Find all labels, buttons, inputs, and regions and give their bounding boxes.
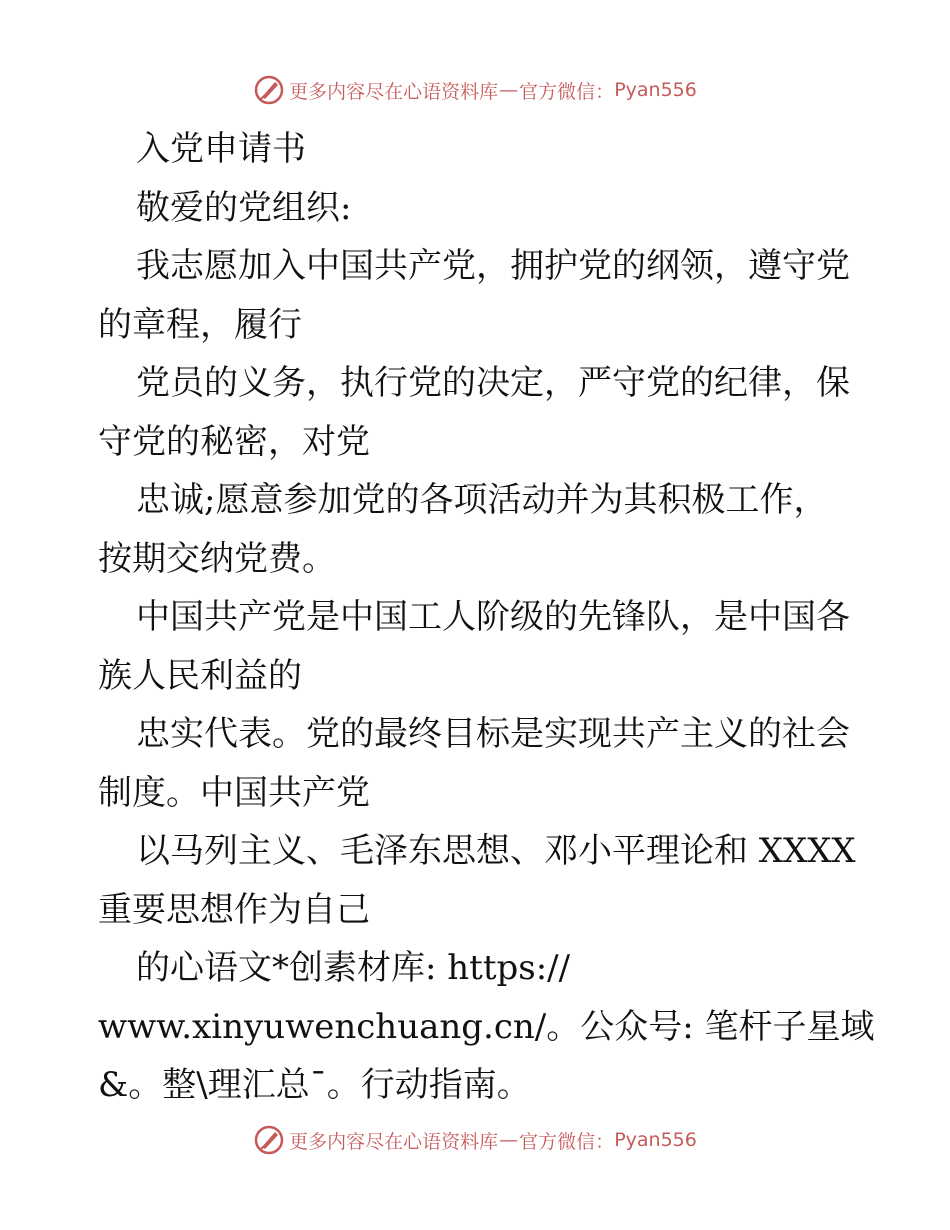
document-line: 敬爱的党组织: [136,187,352,228]
feather-pen-logo-icon [253,74,285,106]
document-line: 中国共产党是中国工人阶级的先锋队，是中国各 [136,597,850,637]
document-line: 党员的义务，执行党的决定，严守党的纪律，保 [136,363,850,403]
document-line: 我志愿加入中国共产党，拥护党的纲领，遵守党 [136,246,850,286]
watermark-wechat-label: 官方微信： [519,80,615,103]
watermark-separator: — [499,79,519,101]
watermark-separator: — [499,1129,519,1151]
document-line: 制度。中国共产党 [98,772,370,813]
feather-pen-logo-icon [253,1124,285,1156]
document-line: 按期交纳党费。 [98,538,336,579]
document-line: 忠实代表。党的最终目标是实现共产主义的社会 [136,714,850,754]
watermark-wechat-label: 官方微信： [519,1130,615,1153]
document-line: 的心语文*创素材库: https:// [136,948,571,988]
document-line: 守党的秘密，对党 [98,421,370,462]
document-line: &。整\理汇总¯。行动指南。 [98,1065,531,1105]
watermark-wechat-id: Pyan556 [614,79,697,101]
document-line: 重要思想作为自己 [98,889,370,930]
header-watermark [0,70,950,110]
watermark-wechat-id: Pyan556 [614,1129,697,1151]
watermark-text: 更多内容尽在心语资料库 [289,80,499,103]
footer-watermark [0,1120,950,1160]
document-line: 忠诚;愿意参加党的各项活动并为其积极工作， [136,480,828,520]
document-line: www.xinyuwenchuang.cn/。公众号: 笔杆子星域 [98,1006,875,1047]
watermark-text: 更多内容尽在心语资料库 [289,1130,499,1153]
document-line: 族人民利益的 [98,655,302,696]
document-line: 入党申请书 [136,129,306,169]
document-body [98,120,875,1115]
document-line: 的章程，履行 [98,304,302,345]
document-line: 以马列主义、毛泽东思想、邓小平理论和 XXXX [136,831,856,871]
